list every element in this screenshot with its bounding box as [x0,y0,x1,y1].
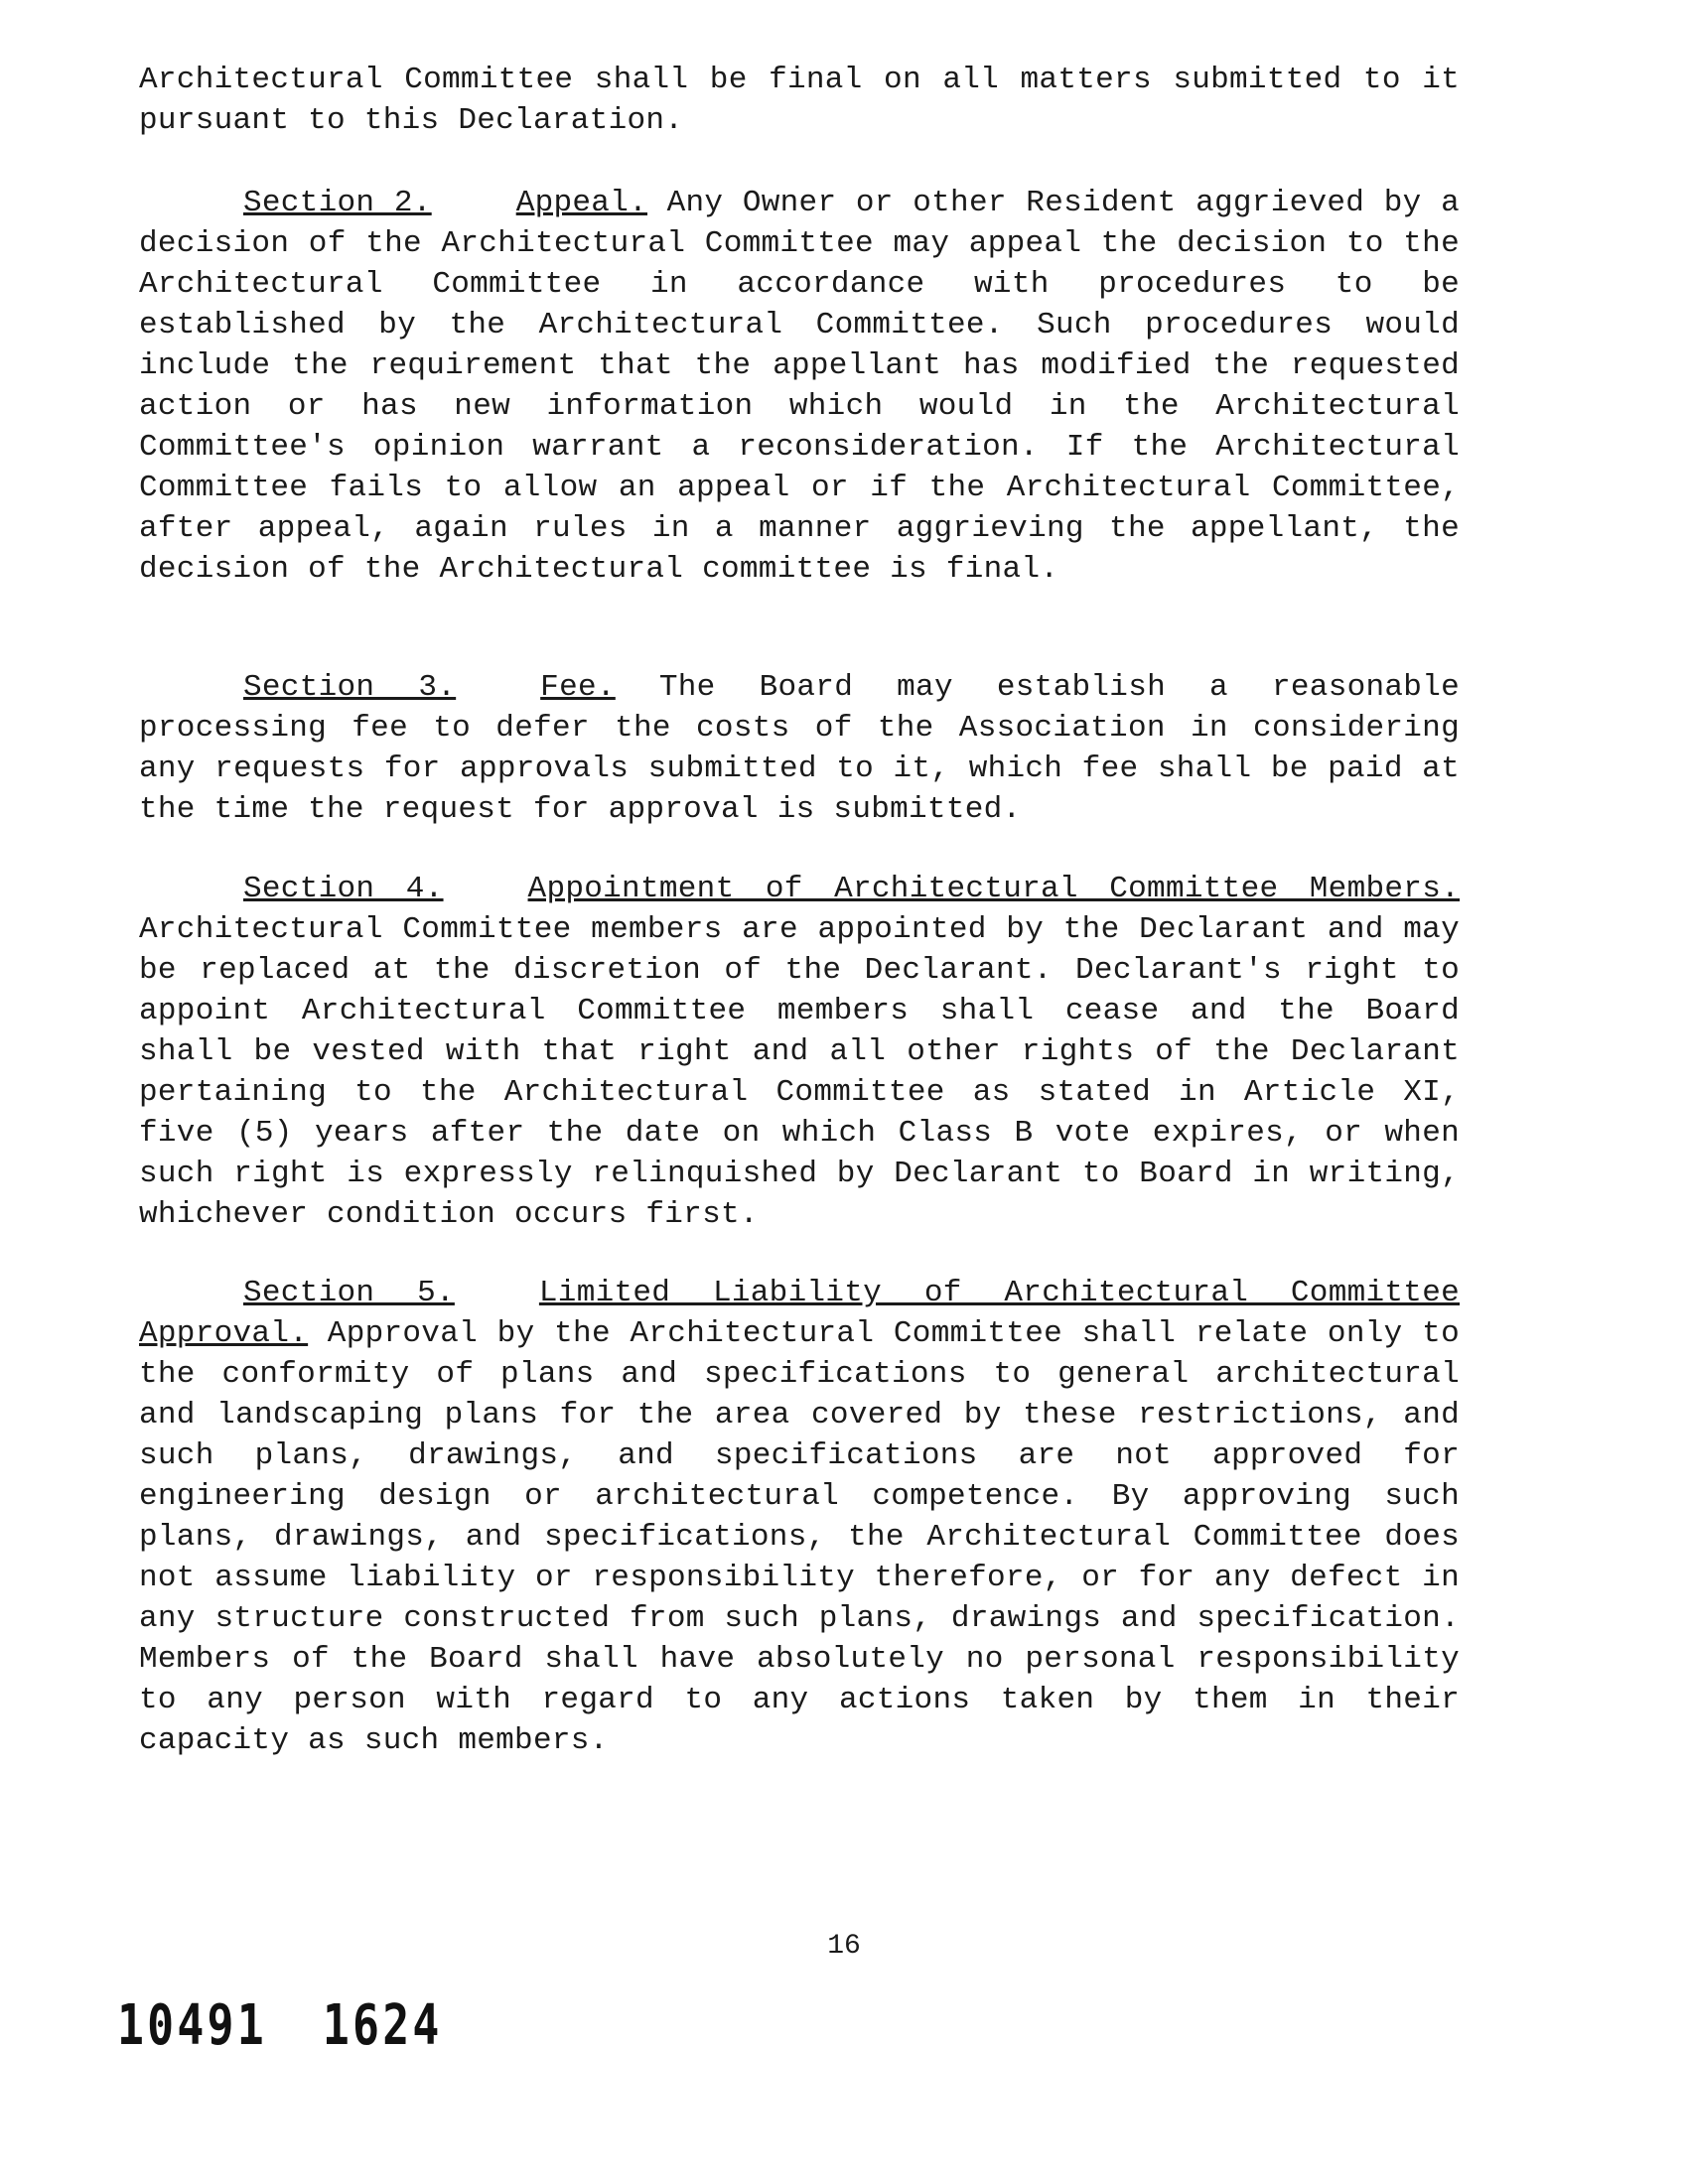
section-3-number: Section 3. [243,670,457,705]
section-4-title: Appointment of Architectural Committee Members. [527,872,1461,906]
section-4-number: Section 4. [243,872,444,906]
section-4-body: Architectural Committee members are appointed by the Declarant and may be replaced at the discretion of the Declarant. Declarant's right to appoint Architectural Committee members shall cease and the Board shall be vested with that right and all other rights of the Declarant pertaining to the Architectural Committee as stated in Article XI, five (5) years after the date on which Class B vote expires, or when such right is expressly relinquished by Declarant to Board in writing, whichever condition occurs first. [139,912,1460,1232]
page-number: 16 [827,1931,861,1962]
recording-page-number: 1624 [322,1993,443,2058]
section-3-title: Fee. [540,670,616,705]
section-5-paragraph [139,1273,1460,1761]
section-3-paragraph [139,667,1460,830]
section-3-body: The Board may establish a reasonable processing fee to defer the costs of the Association in considering any requests for approvals submitted to it, which fee shall be paid at the time the request for approval is submitted. [139,670,1461,827]
intro-paragraph: Architectural Committee shall be final on all matters submitted to it pursuant to this Declaration. [139,63,1460,138]
section-5-title: Limited Liability of Architectural Committee Approval. [139,1276,1461,1351]
section-2-number: Section 2. [243,186,432,220]
recording-stamp [117,1993,498,2058]
section-2-paragraph [139,183,1460,590]
recording-book-number: 10491 [117,1993,267,2058]
section-2-title: Appeal. [515,186,648,220]
section-5-number: Section 5. [243,1276,455,1310]
section-4-paragraph [139,869,1460,1235]
section-5-body: Approval by the Architectural Committee shall relate only to the conformity of plans and specifications to general architectural and landscaping plans for the area covered by these restrictions, and such plans, drawings, and specifications are not approved for engineering design or architectural competence. By approving such plans, drawings, and specifications, the Architectural Committee does not assume liability or responsibility therefore, or for any defect in any structure constructed from such plans, drawings and specification. Members of the Board shall have absolutely no personal responsibility to any person with regard to any actions taken by them in their capacity as such members. [139,1316,1460,1758]
section-2-body: Any Owner or other Resident aggrieved by a decision of the Architectural Committee may appeal the decision to the Architectural Committee in accordance with procedures to be established by the Architectural Committee. Such procedures would include the requirement that the appellant has modified the requested action or has new information which would in the Architectural Committee's opinion warrant a reconsideration. If the Architectural Committee fails to allow an appeal or if the Architectural Committee, after appeal, again rules in a manner aggrieving the appellant, the decision of the Architectural committee is final. [139,186,1461,587]
